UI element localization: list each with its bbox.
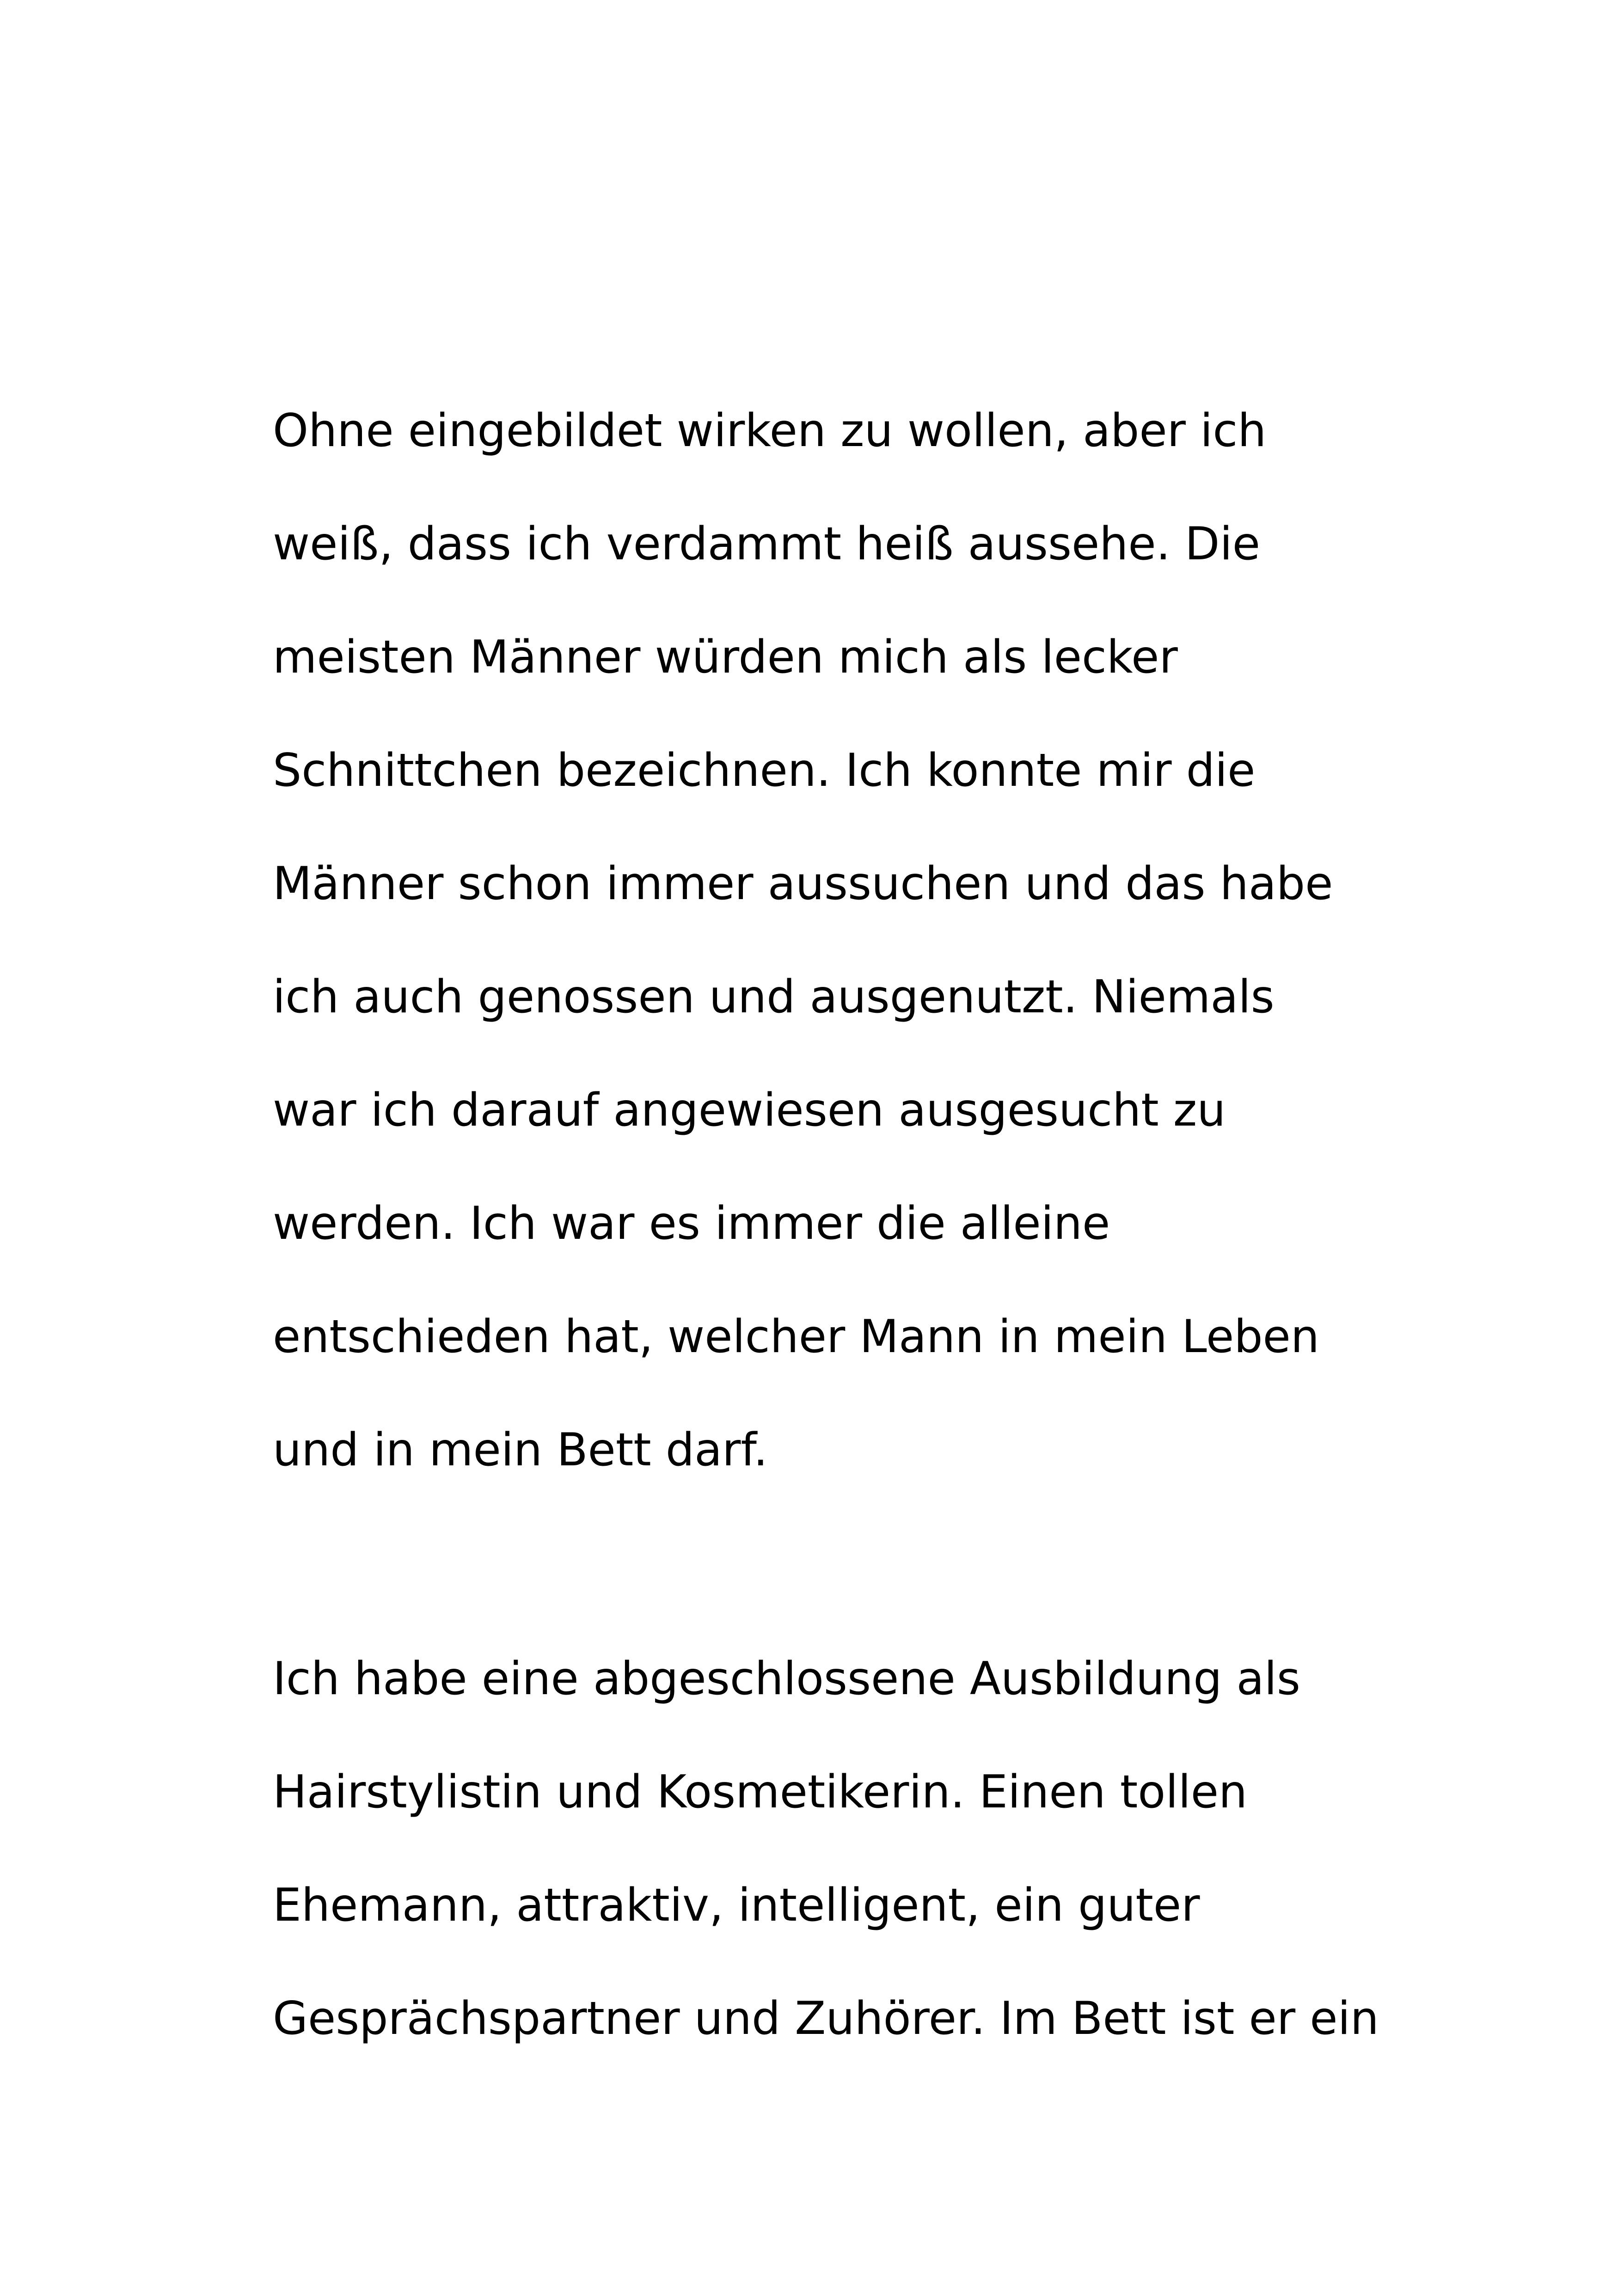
text-line: Männer schon immer aussuchen und das habe xyxy=(273,857,1333,910)
text-line: entschieden hat, welcher Mann in mein Leben xyxy=(273,1310,1319,1363)
text-line: Hairstylistin und Kosmetikerin. Einen tollen xyxy=(273,1766,1248,1818)
text-line: meisten Männer würden mich als lecker xyxy=(273,631,1178,684)
text-line: weiß, dass ich verdammt heiß aussehe. Die xyxy=(273,518,1260,570)
text-line: ich auch genossen und ausgenutzt. Niemals xyxy=(273,971,1275,1023)
text-line: Schnittchen bezeichnen. Ich konnte mir die xyxy=(273,744,1256,797)
text-line: Gesprächspartner und Zuhörer. Im Bett ist er ein xyxy=(273,1992,1379,2045)
text-line: Ehemann, attraktiv, intelligent, ein guter xyxy=(273,1879,1200,1932)
text-line: Ich habe eine abgeschlossene Ausbildung als xyxy=(273,1653,1300,1705)
text-line: werden. Ich war es immer die alleine xyxy=(273,1197,1110,1250)
text-line: und in mein Bett darf. xyxy=(273,1424,768,1476)
text-line: war ich darauf angewiesen ausgesucht zu xyxy=(273,1084,1226,1137)
paragraph-2 xyxy=(273,1623,1382,2076)
paragraph-1 xyxy=(273,374,1382,1507)
text-line: Ohne eingebildet wirken zu wollen, aber ich xyxy=(273,404,1267,457)
